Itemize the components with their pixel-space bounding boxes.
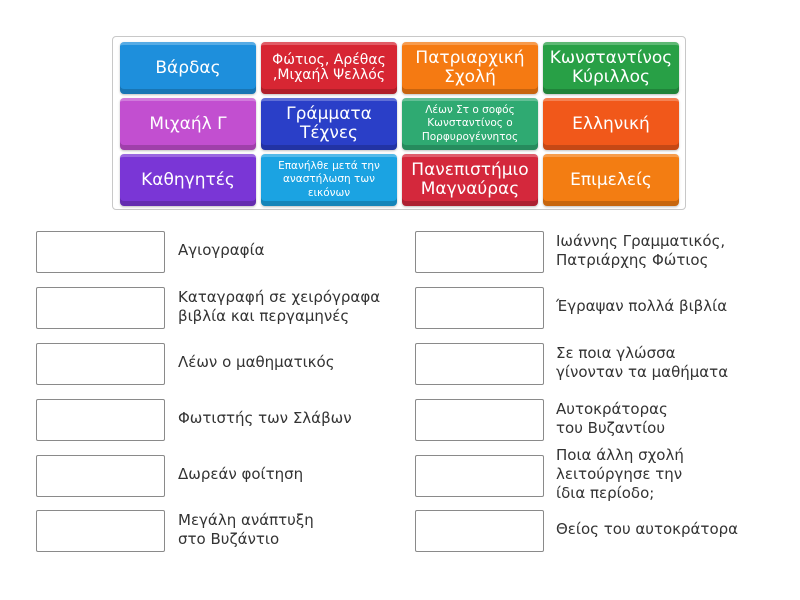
answer-tile[interactable] (543, 154, 679, 206)
clue-text: Αυτοκράτορας του Βυζαντίου (556, 400, 668, 437)
drop-slot[interactable] (36, 287, 165, 329)
answer-tile[interactable] (543, 98, 679, 150)
clue-text: Δωρεάν φοίτηση (178, 465, 304, 483)
answer-tile[interactable] (261, 98, 397, 150)
clue-text: Φωτιστής των Σλάβων (178, 409, 352, 427)
tile-label: Κωνσταντίνος Κύριλλος (549, 48, 673, 87)
tile-label: Επανήλθε μετά την αναστήλωση των εικόνων (278, 160, 380, 199)
clue-text: Θείος του αυτοκράτορα (556, 520, 739, 538)
answer-bank (112, 36, 686, 210)
tile-label: Γράμματα Τέχνες (286, 104, 372, 143)
clue-text: Λέων ο μαθηματικός (178, 353, 335, 371)
answer-tile[interactable] (402, 42, 538, 94)
clue-text: Καταγραφή σε χειρόγραφα βιβλία και περγαμηνές (178, 288, 381, 325)
drop-slot[interactable] (36, 231, 165, 273)
drop-slot[interactable] (415, 399, 544, 441)
tile-label: Καθηγητές (141, 169, 235, 190)
drop-slot[interactable] (36, 510, 165, 552)
drop-slot[interactable] (36, 455, 165, 497)
tile-label: Επιμελείς (570, 169, 652, 190)
drop-slot[interactable] (415, 287, 544, 329)
answer-tile[interactable] (402, 98, 538, 150)
drop-slot[interactable] (36, 343, 165, 385)
drop-slot[interactable] (415, 343, 544, 385)
tile-label: Βάρδας (155, 57, 221, 78)
tile-label: Πατριαρχική Σχολή (415, 48, 525, 87)
answer-tile[interactable] (402, 154, 538, 206)
clue-text: Σε ποια γλώσσα γίνονταν τα μαθήματα (556, 344, 729, 381)
clue-text: Μεγάλη ανάπτυξη στο Βυζάντιο (178, 511, 314, 548)
tile-label: Λέων Στ ο σοφός Κωνσταντίνος ο Πορφυρογέννητος (421, 104, 519, 143)
answer-tile[interactable] (120, 98, 256, 150)
drop-slot[interactable] (36, 399, 165, 441)
answer-tile[interactable] (261, 42, 397, 94)
answer-tile[interactable] (543, 42, 679, 94)
drop-slot[interactable] (415, 455, 544, 497)
drop-slot[interactable] (415, 231, 544, 273)
clue-text: Έγραψαν πολλά βιβλία (556, 297, 728, 315)
tile-label: Ελληνική (572, 113, 650, 134)
drop-slot[interactable] (415, 510, 544, 552)
clue-text: Ποια άλλη σχολή λειτούργησε την ίδια περίοδο; (556, 446, 684, 502)
clue-text: Ιωάννης Γραμματικός, Πατριάρχης Φώτιος (556, 232, 726, 269)
answer-tile[interactable] (120, 154, 256, 206)
tile-label: Πανεπιστήμιο Μαγναύρας (411, 160, 529, 199)
tile-label: Φώτιος, Αρέθας ,Μιχαήλ Ψελλός (272, 51, 386, 83)
clue-text: Αγιογραφία (178, 241, 265, 259)
answer-tile[interactable] (261, 154, 397, 206)
tile-label: Μιχαήλ Γ (149, 113, 227, 134)
answer-tile[interactable] (120, 42, 256, 94)
